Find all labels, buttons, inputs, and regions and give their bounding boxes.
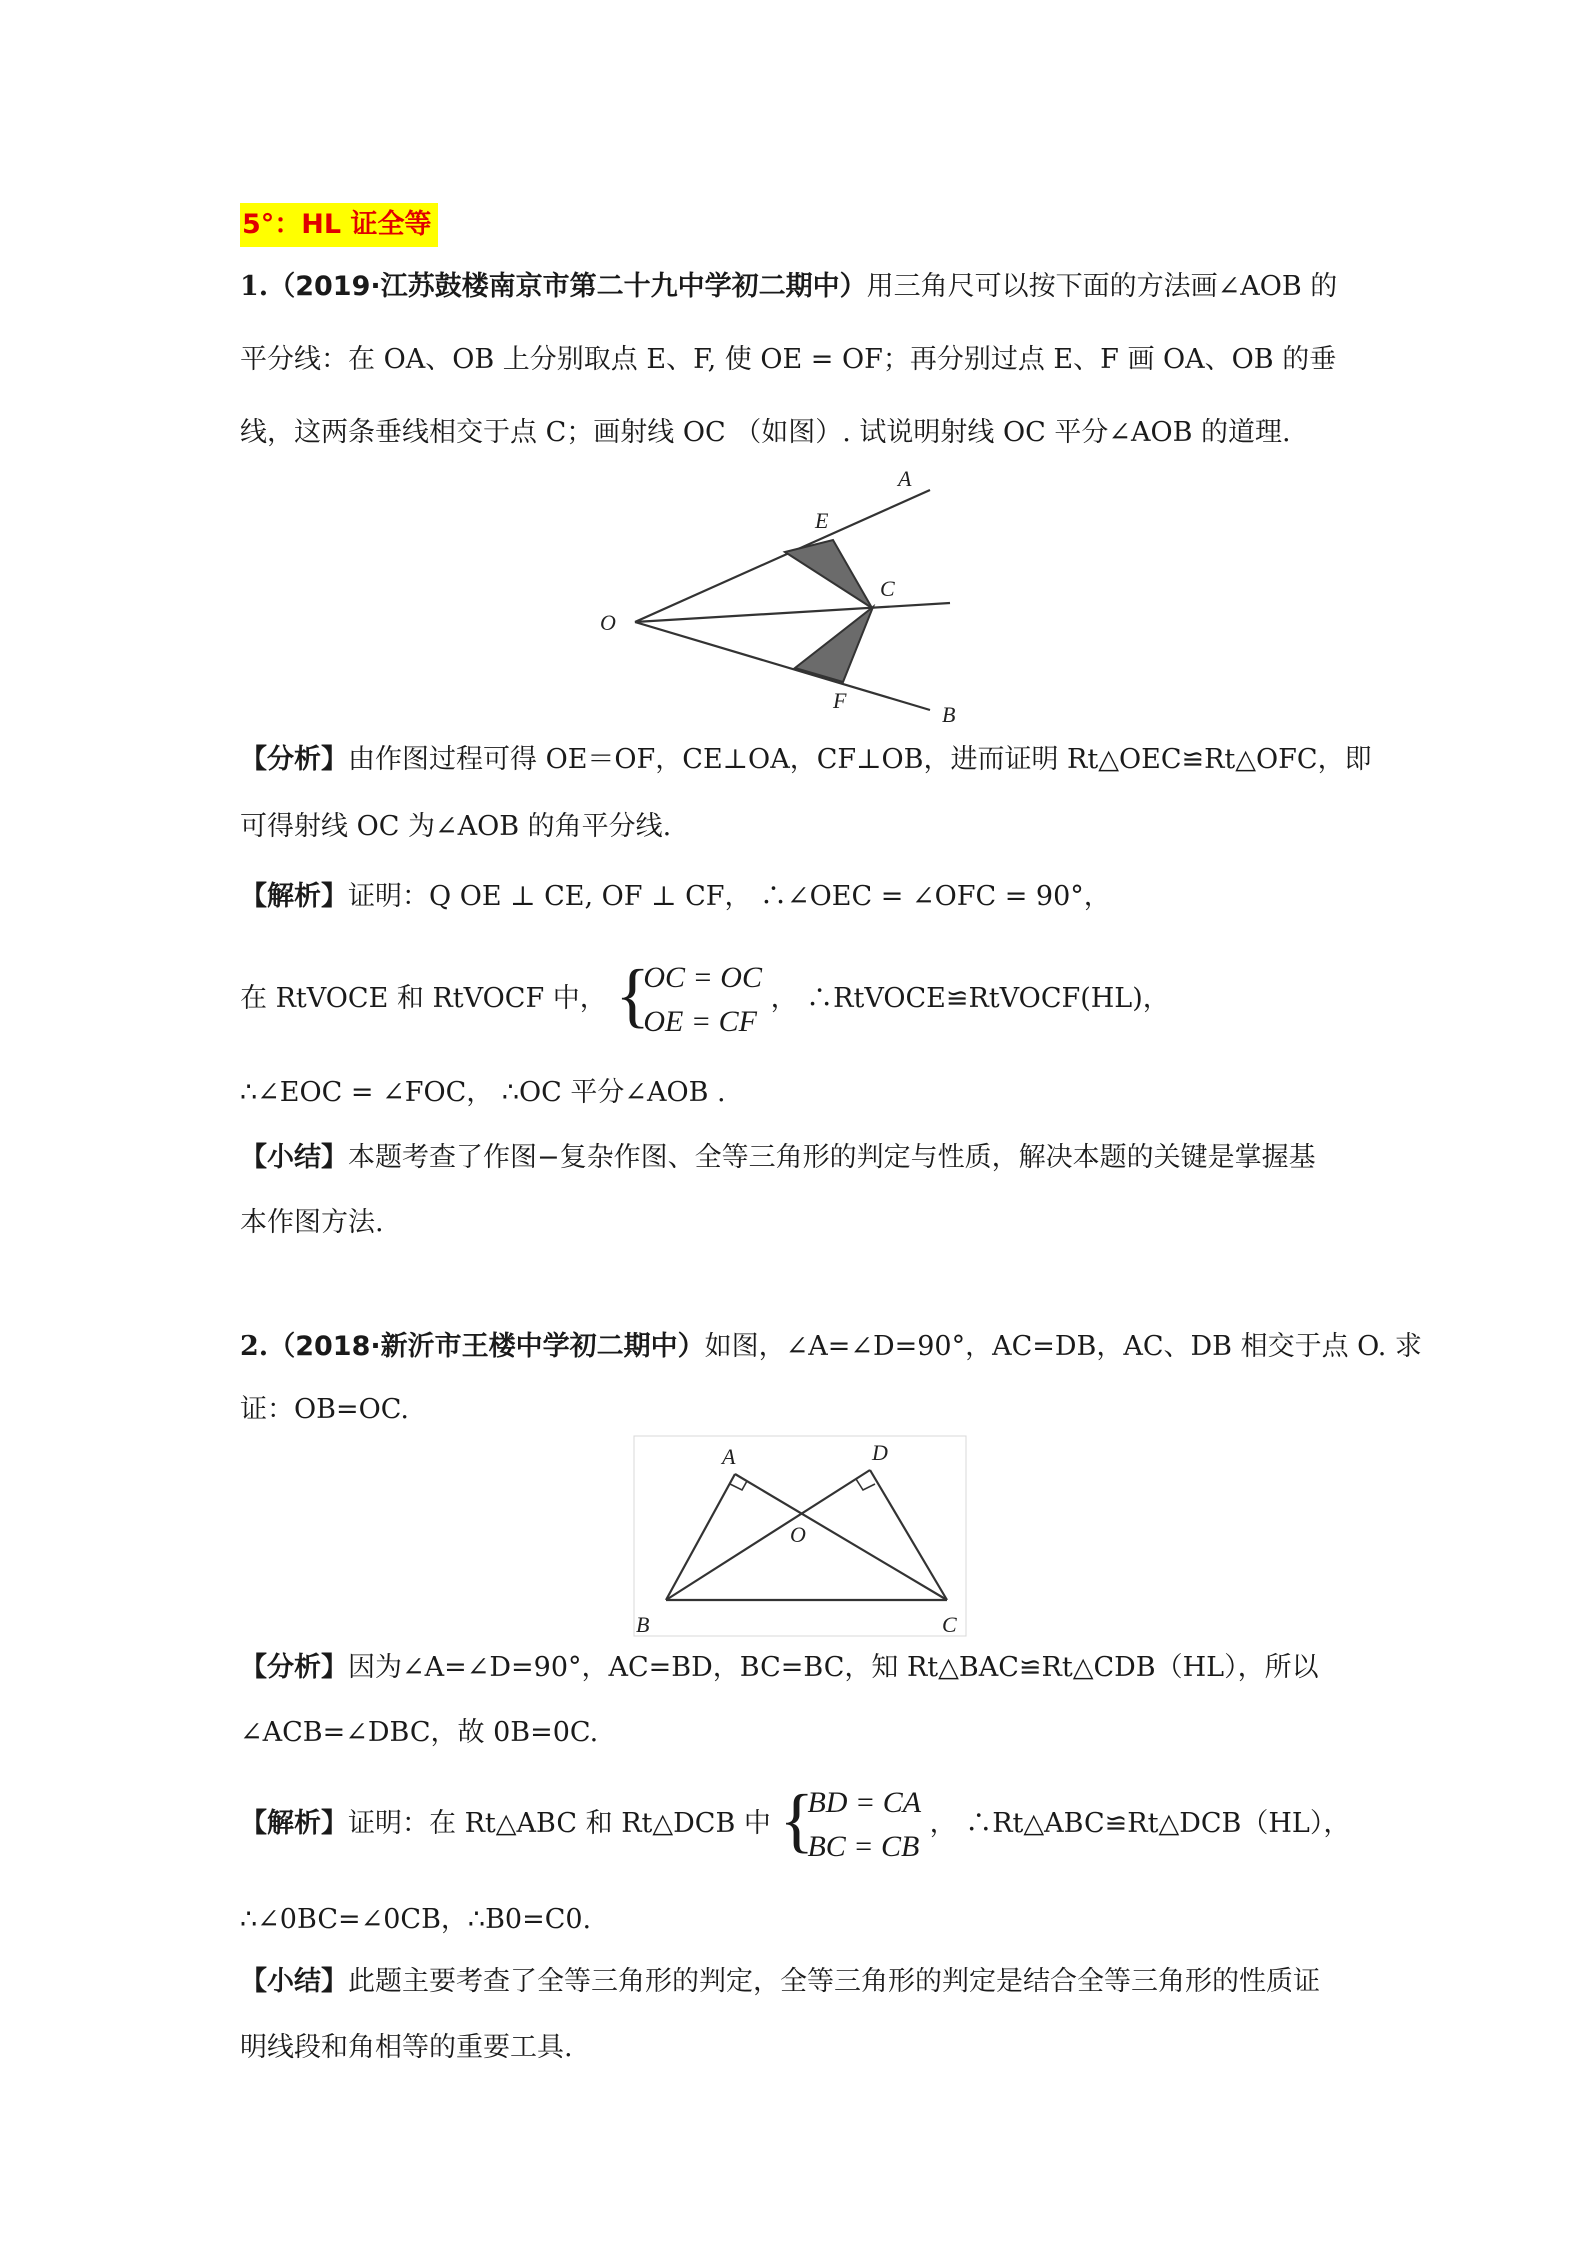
label-a: A <box>898 466 912 491</box>
label-b: B <box>942 702 956 727</box>
label-b2: B <box>636 1612 650 1637</box>
triangle-set-square-e <box>785 540 872 608</box>
ray-oa <box>635 490 930 622</box>
brace-icon: { <box>779 1779 815 1860</box>
p1-stem-line1: 1.（2019·江苏鼓楼南京市第二十九中学初二期中）用三角尺可以按下面的方法画∠AOB 的 <box>240 271 1338 302</box>
section-heading: 5°：HL 证全等 <box>240 203 438 247</box>
p1-figure <box>590 460 990 730</box>
ray-ob <box>635 622 930 710</box>
triangle-set-square-f <box>795 607 873 682</box>
p1-solution-post: ， ∴RtVOCE≌RtVOCF(HL)， <box>770 983 1170 1014</box>
p1-solution-line1 <box>240 877 1360 917</box>
p1-stem-line2: 平分线：在 OA、OB 上分别取点 E、F, 使 OE = OF；再分别过点 E、F 画 OA、OB 的垂 <box>240 344 1337 375</box>
p1-system-row1: OC = OC <box>643 960 762 994</box>
label-o: O <box>600 610 616 635</box>
segment-ab <box>666 1474 735 1600</box>
p2-system-row2: BC = CB <box>807 1829 920 1863</box>
p1-number: 1 <box>240 271 259 302</box>
p1-system-row2: OE = CF <box>643 1004 757 1038</box>
label-d2: D <box>872 1440 888 1465</box>
p1-analysis-text1: 由作图过程可得 OE＝OF，CE⊥OA，CF⊥OB，进而证明 Rt△OEC≌Rt△OFC，即 <box>348 744 1372 775</box>
p1-analysis-line1 <box>240 740 1372 780</box>
brace-icon: { <box>615 954 650 1035</box>
p2-stem-line2: 证：OB=OC. <box>240 1394 410 1425</box>
p2-summary-line1 <box>240 1962 1360 2002</box>
p2-solution-tag: 【解析】 <box>240 1808 348 1839</box>
p2-analysis-line1 <box>240 1648 1360 1688</box>
p1-stem-line3: 线，这两条垂线相交于点 C；画射线 OC （如图）. 试说明射线 OC 平分∠AOB 的道理. <box>240 417 1291 448</box>
p2-number: 2 <box>240 1331 259 1362</box>
p2-solution-line1 <box>240 1780 1360 1869</box>
label-o2: O <box>790 1522 806 1547</box>
p1-equation-system <box>615 956 762 1044</box>
p2-summary-line2: 明线段和角相等的重要工具. <box>240 2032 573 2063</box>
p1-solution-tag: 【解析】 <box>240 881 348 912</box>
label-e: E <box>815 508 829 533</box>
p1-analysis-tag: 【分析】 <box>240 744 348 775</box>
p2-solution-post: ， ∴Rt△ABC≌Rt△DCB（HL）， <box>929 1808 1351 1839</box>
p1-summary-tag: 【小结】 <box>240 1142 348 1173</box>
p2-stem-text1: 如图，∠A=∠D=90°，AC=DB，AC、DB 相交于点 O. 求 <box>704 1331 1422 1362</box>
segment-dc <box>870 1470 947 1600</box>
label-f: F <box>833 688 847 713</box>
right-angle-d <box>856 1479 875 1490</box>
p1-analysis-line2: 可得射线 OC 为∠AOB 的角平分线. <box>240 811 672 842</box>
p1-solution-line2 <box>240 955 1360 1044</box>
p1-summary-line2: 本作图方法. <box>240 1207 384 1238</box>
p2-analysis-line2: ∠ACB=∠DBC，故 0B=0C. <box>240 1717 599 1748</box>
label-c2: C <box>942 1612 957 1637</box>
p2-solution-pre: 证明：在 Rt△ABC 和 Rt△DCB 中 <box>348 1808 771 1839</box>
p2-figure <box>630 1432 970 1642</box>
p2-solution-line3: ∴∠0BC=∠0CB，∴B0=C0. <box>240 1904 592 1935</box>
p2-summary-text1: 此题主要考查了全等三角形的判定，全等三角形的判定是结合全等三角形的性质证 <box>348 1966 1320 1997</box>
p1-summary-text1: 本题考查了作图−复杂作图、全等三角形的判定与性质，解决本题的关键是掌握基 <box>348 1142 1316 1173</box>
p2-system-row1: BD = CA <box>807 1785 922 1819</box>
p1-stem-text1: 用三角尺可以按下面的方法画∠AOB 的 <box>866 271 1338 302</box>
p1-source: （2019·江苏鼓楼南京市第二十九中学初二期中） <box>268 271 867 302</box>
p1-solution-pre: 在 RtVOCE 和 RtVOCF 中， <box>240 983 607 1014</box>
label-c: C <box>880 576 895 601</box>
p2-equation-system <box>779 1781 921 1869</box>
p2-stem-line1: 2.（2018·新沂市王楼中学初二期中）如图，∠A=∠D=90°，AC=DB，AC、DB 相交于点 O. 求 <box>240 1331 1422 1362</box>
p1-solution-line3: ∴∠EOC = ∠FOC， ∴OC 平分∠AOB . <box>240 1077 726 1108</box>
p2-source: （2018·新沂市王楼中学初二期中） <box>268 1331 705 1362</box>
p2-analysis-text1: 因为∠A=∠D=90°，AC=BD，BC=BC，知 Rt△BAC≌Rt△CDB（HL），所以 <box>348 1652 1319 1683</box>
p1-solution-text1: 证明：Q OE ⊥ CE, OF ⊥ CF， ∴∠OEC = ∠OFC = 90°， <box>348 881 1111 912</box>
p2-summary-tag: 【小结】 <box>240 1966 348 1997</box>
right-angle-a <box>730 1481 747 1490</box>
p1-summary-line1 <box>240 1138 1360 1178</box>
label-a2: A <box>722 1444 736 1469</box>
ray-oc <box>635 603 950 622</box>
p2-analysis-tag: 【分析】 <box>240 1652 348 1683</box>
